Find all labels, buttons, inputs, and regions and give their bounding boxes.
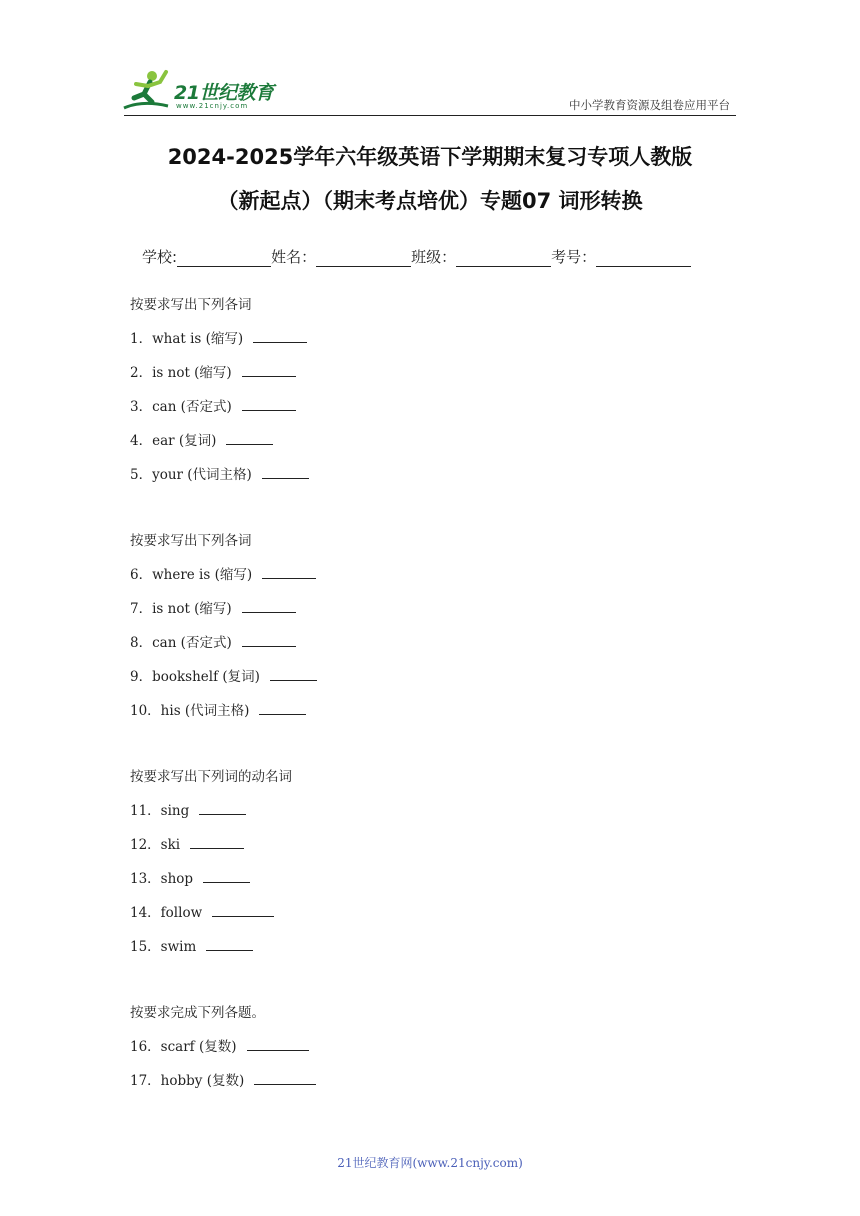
question-text: 4．ear (复词) xyxy=(130,433,217,449)
answer-blank[interactable] xyxy=(242,397,296,411)
answer-blank[interactable] xyxy=(259,701,306,715)
question-item xyxy=(130,828,730,862)
question-text: 13．shop xyxy=(130,871,194,887)
answer-blank[interactable] xyxy=(262,565,316,579)
question-text: 15．swim xyxy=(130,939,197,955)
name-field[interactable] xyxy=(316,248,411,267)
question-item xyxy=(130,322,730,356)
question-item xyxy=(130,1064,730,1098)
question-text: 14．follow xyxy=(130,905,203,921)
page-title-line-1: 2024-2025学年六年级英语下学期期末复习专项人教版 xyxy=(167,145,693,169)
question-text: 9．bookshelf (复词) xyxy=(130,669,260,685)
question-item xyxy=(130,592,730,626)
question-text: 17．hobby (复数) xyxy=(130,1073,245,1089)
exam-number-label: 考号： xyxy=(551,248,597,266)
page-title-line-2: （新起点）（期末考点培优）专题07 词形转换 xyxy=(217,189,643,213)
question-item xyxy=(130,458,730,492)
question-item xyxy=(130,794,730,828)
question-item xyxy=(130,626,730,660)
answer-blank[interactable] xyxy=(270,667,317,681)
logo-text: 21世纪教育 xyxy=(174,82,274,104)
question-text: 3．can (否定式) xyxy=(130,399,232,415)
answer-blank[interactable] xyxy=(247,1037,309,1051)
question-item xyxy=(130,356,730,390)
exam-number-field[interactable] xyxy=(596,248,691,267)
footer-link[interactable]: 21世纪教育网(www.21cnjy.com) xyxy=(337,1156,523,1170)
answer-blank[interactable] xyxy=(242,363,296,377)
logo-url: www.21cnjy.com xyxy=(176,102,249,110)
section-title: 按要求写出下列各词 xyxy=(130,533,252,549)
question-text: 16．scarf (复数) xyxy=(130,1039,237,1055)
question-item xyxy=(130,896,730,930)
answer-blank[interactable] xyxy=(253,329,307,343)
school-field[interactable] xyxy=(177,248,271,267)
answer-blank[interactable] xyxy=(254,1071,316,1085)
question-item xyxy=(130,424,730,458)
question-text: 10．his (代词主格) xyxy=(130,703,250,719)
question-item xyxy=(130,1030,730,1064)
question-text: 8．can (否定式) xyxy=(130,635,232,651)
question-text: 5．your (代词主格) xyxy=(130,467,252,483)
question-text: 12．ski xyxy=(130,837,181,853)
question-text: 1．what is (缩写) xyxy=(130,331,244,347)
section-title: 按要求写出下列各词 xyxy=(130,297,252,313)
question-item xyxy=(130,930,730,964)
answer-blank[interactable] xyxy=(199,801,246,815)
question-text: 7．is not (缩写) xyxy=(130,601,232,617)
question-item xyxy=(130,390,730,424)
header-tagline: 中小学教育资源及组卷应用平台 xyxy=(569,98,730,112)
question-text: 11．sing xyxy=(130,803,190,819)
brand-logo xyxy=(122,68,292,114)
name-label: 姓名： xyxy=(271,248,317,266)
school-label: 学校: xyxy=(142,248,178,266)
answer-blank[interactable] xyxy=(242,633,296,647)
answer-blank[interactable] xyxy=(190,835,244,849)
answer-blank[interactable] xyxy=(203,869,250,883)
question-item xyxy=(130,660,730,694)
runner-icon xyxy=(122,68,174,114)
header-divider xyxy=(124,115,736,116)
section-title: 按要求完成下列各题。 xyxy=(130,1005,265,1021)
answer-blank[interactable] xyxy=(206,937,253,951)
answer-blank[interactable] xyxy=(262,465,309,479)
class-label: 班级： xyxy=(411,248,457,266)
class-field[interactable] xyxy=(456,248,551,267)
question-item xyxy=(130,862,730,896)
question-text: 6．where is (缩写) xyxy=(130,567,253,583)
answer-blank[interactable] xyxy=(242,599,296,613)
question-content xyxy=(130,288,730,1098)
section-title: 按要求写出下列词的动名词 xyxy=(130,769,292,785)
question-item xyxy=(130,694,730,728)
answer-blank[interactable] xyxy=(226,431,273,445)
question-text: 2．is not (缩写) xyxy=(130,365,232,381)
question-item xyxy=(130,558,730,592)
student-info-row xyxy=(142,246,691,267)
answer-blank[interactable] xyxy=(212,903,274,917)
